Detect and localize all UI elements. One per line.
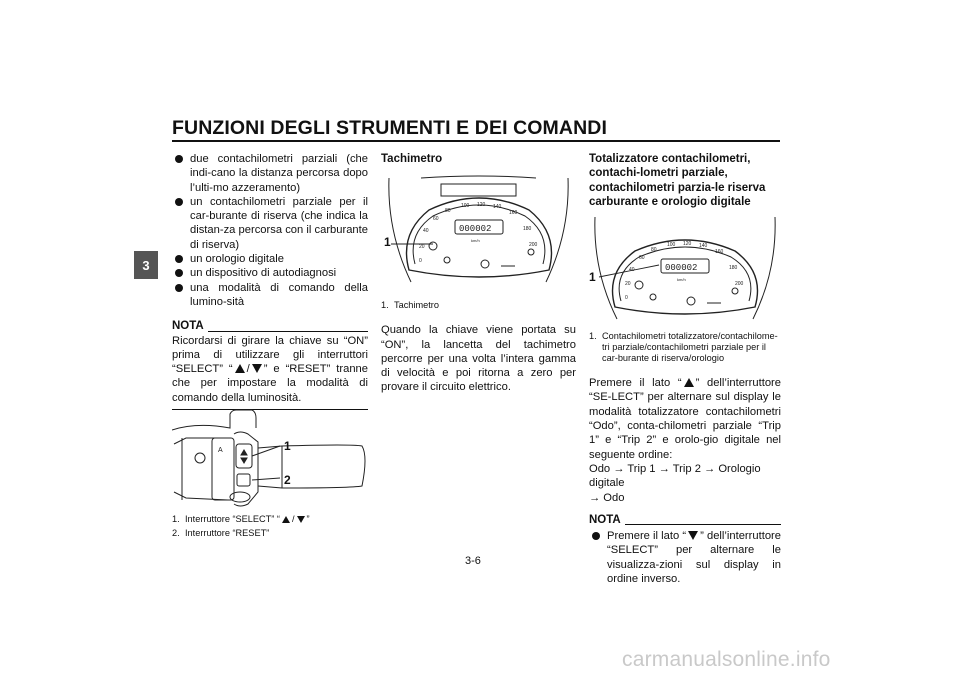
svg-text:180: 180 <box>523 226 532 233</box>
section-heading: Totalizzatore contachilometri, contachi-lometri parziale, contachilometri parzia-le riserva carburante e orologio digitale <box>589 153 766 208</box>
page-title: FUNZIONI DEGLI STRUMENTI E DEI COMANDI <box>172 117 607 139</box>
nota-text: Ricordarsi di girare la chiave su “ON” prima di utilizzare gli interruttori “SELECT” “ / ” e “RESET” tranne che per impostare la modalità di comando della luminosità. <box>172 334 368 404</box>
nota-rule <box>625 524 781 525</box>
up-triangle-icon <box>282 516 290 523</box>
svg-text:80: 80 <box>445 208 451 215</box>
up-triangle-icon <box>235 364 245 373</box>
svg-text:A: A <box>218 447 223 454</box>
chapter-tab: 3 <box>134 251 158 279</box>
nota-heading <box>589 513 781 527</box>
column-middle <box>381 152 576 395</box>
svg-text:60: 60 <box>639 255 645 262</box>
figure-caption: 1. Contachilometri totalizzatore/contachilome-tri parziale/contachilometri parziale per il car-burante di riserva/orologio <box>589 331 778 364</box>
svg-text:160: 160 <box>509 210 518 217</box>
page-number: 3-6 <box>465 555 481 567</box>
svg-text:20: 20 <box>625 281 631 288</box>
svg-text:60: 60 <box>433 216 439 223</box>
list-item: Premere il lato “ ” dell’interruttore “SELECT” per alternare le visualizza-zioni sul display in ordine inverso. <box>589 529 781 586</box>
up-triangle-icon <box>684 378 694 387</box>
svg-text:km/h: km/h <box>471 238 480 244</box>
list-item: due contachilometri parziali (che indi-cano la distanza percorsa dopo l’ulti-mo azzeramento) <box>172 152 368 195</box>
nota-label: NOTA <box>172 320 204 333</box>
svg-text:160: 160 <box>715 249 724 256</box>
list-item: una modalità di comando della lumino-sità <box>172 281 368 310</box>
nota-rule <box>208 331 368 332</box>
svg-text:0: 0 <box>419 258 422 265</box>
svg-text:100: 100 <box>667 242 676 249</box>
section-heading: Tachimetro <box>381 153 443 165</box>
list-item: un orologio digitale <box>172 252 368 266</box>
svg-text:20: 20 <box>419 244 425 251</box>
body-paragraph: Quando la chiave viene portata su “ON”, la lancetta del tachimetro percorre per una volta l’intera gamma di velocità e poi ritorna a zero per provare il circuito elettrico. <box>381 324 576 394</box>
svg-text:120: 120 <box>683 241 692 248</box>
list-item: un dispositivo di autodiagnosi <box>172 266 368 280</box>
odometer-display-illustration <box>589 215 781 327</box>
nota-list <box>589 529 781 586</box>
svg-text:2: 2 <box>284 473 291 487</box>
figure-caption: 1. Interruttore “SELECT” “ / ” 2. Interruttore “RESET” <box>172 514 310 538</box>
svg-text:40: 40 <box>629 267 635 274</box>
watermark: carmanualsonline.info <box>622 648 831 671</box>
list-item: un contachilometri parziale per il car-burante di riserva (che indica la distan-za percorsa con il carburante di riserva) <box>172 195 368 252</box>
figure-caption: 1. Tachimetro <box>381 300 439 311</box>
svg-text:140: 140 <box>699 243 708 250</box>
down-triangle-icon <box>297 516 305 523</box>
svg-text:000002: 000002 <box>665 263 698 274</box>
nota-label: NOTA <box>589 513 621 526</box>
svg-text:140: 140 <box>493 204 502 211</box>
header-rule <box>172 140 780 142</box>
svg-text:80: 80 <box>651 247 657 254</box>
svg-text:200: 200 <box>735 281 744 288</box>
svg-text:km/h: km/h <box>677 277 686 283</box>
svg-text:000002: 000002 <box>459 224 492 235</box>
down-triangle-icon <box>252 364 262 373</box>
svg-text:180: 180 <box>729 265 738 272</box>
column-right <box>589 152 781 586</box>
nota-heading <box>172 319 368 333</box>
feature-list <box>172 152 368 309</box>
svg-text:100: 100 <box>461 203 470 210</box>
svg-text:1: 1 <box>284 439 291 453</box>
column-left <box>172 152 368 538</box>
svg-text:0: 0 <box>625 295 628 302</box>
svg-text:120: 120 <box>477 202 486 209</box>
speedometer-illustration <box>381 172 576 294</box>
sequence-line: → Odo <box>589 491 625 504</box>
sequence-line: Odo → Trip 1 → Trip 2 → Orologio digitale <box>589 462 761 490</box>
handlebar-switch-illustration <box>172 408 368 513</box>
down-triangle-icon <box>688 531 698 540</box>
svg-text:200: 200 <box>529 242 538 249</box>
svg-text:1: 1 <box>384 235 391 250</box>
svg-text:1: 1 <box>589 270 596 285</box>
body-paragraph: Premere il lato “ ” dell’interruttore “SE-LECT” per alternare sul display le modalità totalizzatore contachilometri “Odo”, conta-chilometri parziale “Trip 1” e “Trip 2” e orolo-gio digitale nel seguente ordine: <box>589 377 781 461</box>
svg-text:40: 40 <box>423 228 429 235</box>
